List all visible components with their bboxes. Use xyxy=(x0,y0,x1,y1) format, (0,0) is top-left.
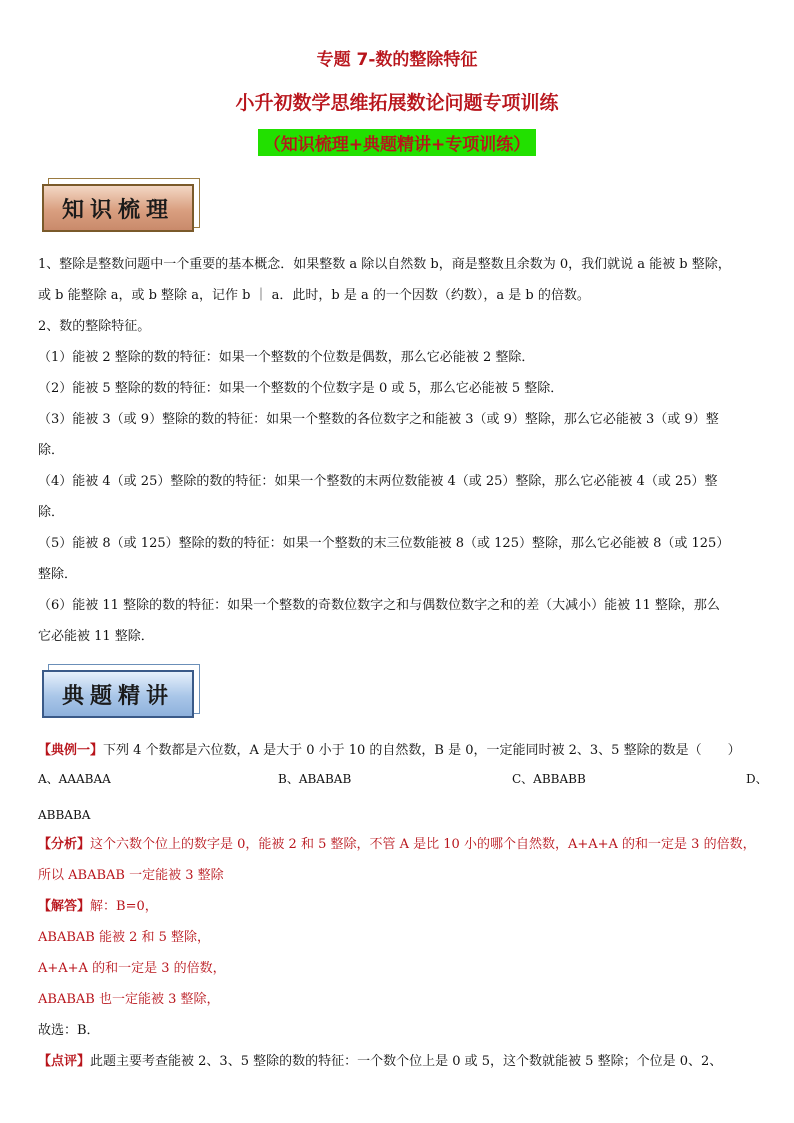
knowledge-line: 除． xyxy=(38,443,65,458)
knowledge-line: （5）能被 8（或 125）整除的数的特征：如果一个整数的末三位数能被 8（或 125）整除，那么它必能被 8（或 125） xyxy=(38,536,730,551)
knowledge-line: 除． xyxy=(38,505,65,520)
option-b: B、ABABAB xyxy=(278,772,352,786)
comment-tag: 【点评】 xyxy=(38,1054,91,1069)
knowledge-line: 整除． xyxy=(38,567,78,582)
knowledge-line: （2）能被 5 整除的数的特征：如果一个整数的个位数字是 0 或 5，那么它必能被 5 整除． xyxy=(38,381,564,396)
examples-section-badge xyxy=(42,668,194,718)
answer-tag: 【解答】 xyxy=(38,899,91,914)
knowledge-line: （6）能被 11 整除的数的特征：如果一个整数的奇数位数字之和与偶数位数字之和的差（大减小）能被 11 整除，那么 xyxy=(38,598,720,613)
example1-question-text: 下列 4 个数都是六位数，A 是大于 0 小于 10 的自然数，B 是 0，一定能同时被 2、3、5 整除的数是（ ） xyxy=(103,743,741,758)
document-subtitle-banner-wrap xyxy=(0,129,794,156)
option-d-value: ABBABA xyxy=(38,808,91,822)
knowledge-line: 2、数的整除特征。 xyxy=(38,319,151,334)
comment-text: 此题主要考查能被 2、3、5 整除的数的特征：一个数个位上是 0 或 5，这个数就能被 5 整除；个位是 0、2、 xyxy=(90,1054,723,1069)
answer-head: 解：B=0， xyxy=(90,899,158,914)
knowledge-line: （1）能被 2 整除的数的特征：如果一个整数的个位数是偶数，那么它必能被 2 整除． xyxy=(38,350,535,365)
option-d: D、 xyxy=(746,772,768,786)
knowledge-line: （3）能被 3（或 9）整除的数的特征：如果一个整数的各位数字之和能被 3（或 9）整除，那么它必能被 3（或 9）整 xyxy=(38,412,719,427)
option-d-continued xyxy=(38,800,760,831)
comment-line xyxy=(38,1046,760,1077)
knowledge-body xyxy=(38,249,760,652)
analysis-text-1: 这个六数个位上的数字是 0，能被 2 和 5 整除，不管 A 是比 10 小的哪个自然数，A+A+A 的和一定是 3 的倍数， xyxy=(90,837,756,852)
answer-line xyxy=(38,891,760,922)
analysis-tag: 【分析】 xyxy=(38,837,91,852)
knowledge-section-badge xyxy=(42,182,194,232)
analysis-line xyxy=(38,829,760,860)
document-title: 专题 7-数的整除特征 xyxy=(316,50,478,70)
knowledge-badge-label: 知识梳理 xyxy=(42,184,194,232)
example1-question-line xyxy=(38,735,760,766)
knowledge-line: 1、整除是整数问题中一个重要的基本概念．如果整数 a 除以自然数 b，商是整数且余数为 0，我们就说 a 能被 b 整除， xyxy=(38,257,731,272)
example1-analysis xyxy=(38,829,760,891)
example1-answer xyxy=(38,891,760,1077)
answer-step-3: ABABAB 也一定能被 3 整除， xyxy=(38,992,220,1007)
examples-badge-label: 典题精讲 xyxy=(42,670,194,718)
example1-options xyxy=(38,770,768,800)
answer-conclusion: 故选：B． xyxy=(38,1023,100,1038)
answer-step-1: ABABAB 能被 2 和 5 整除， xyxy=(38,930,211,945)
option-a: A、AAABAA xyxy=(38,772,111,786)
option-c: C、ABBABB xyxy=(512,772,586,786)
example1-question xyxy=(38,735,760,766)
analysis-text-2: 所以 ABABAB 一定能被 3 整除 xyxy=(38,868,224,883)
knowledge-line: 它必能被 11 整除． xyxy=(38,629,154,644)
document-subtitle-banner: （知识梳理+典题精讲+专项训练） xyxy=(258,129,537,156)
answer-step-2: A+A+A 的和一定是 3 的倍数， xyxy=(38,961,226,976)
document-subtitle: 小升初数学思维拓展数论问题专项训练 xyxy=(235,92,559,114)
knowledge-line: 或 b 能整除 a，或 b 整除 a，记作 b ｜ a．此时，b 是 a 的一个因数（约数），a 是 b 的倍数。 xyxy=(38,288,590,303)
knowledge-line: （4）能被 4（或 25）整除的数的特征：如果一个整数的末两位数能被 4（或 25）整除，那么它必能被 4（或 25）整 xyxy=(38,474,718,489)
example1-tag: 【典例一】 xyxy=(38,743,104,758)
